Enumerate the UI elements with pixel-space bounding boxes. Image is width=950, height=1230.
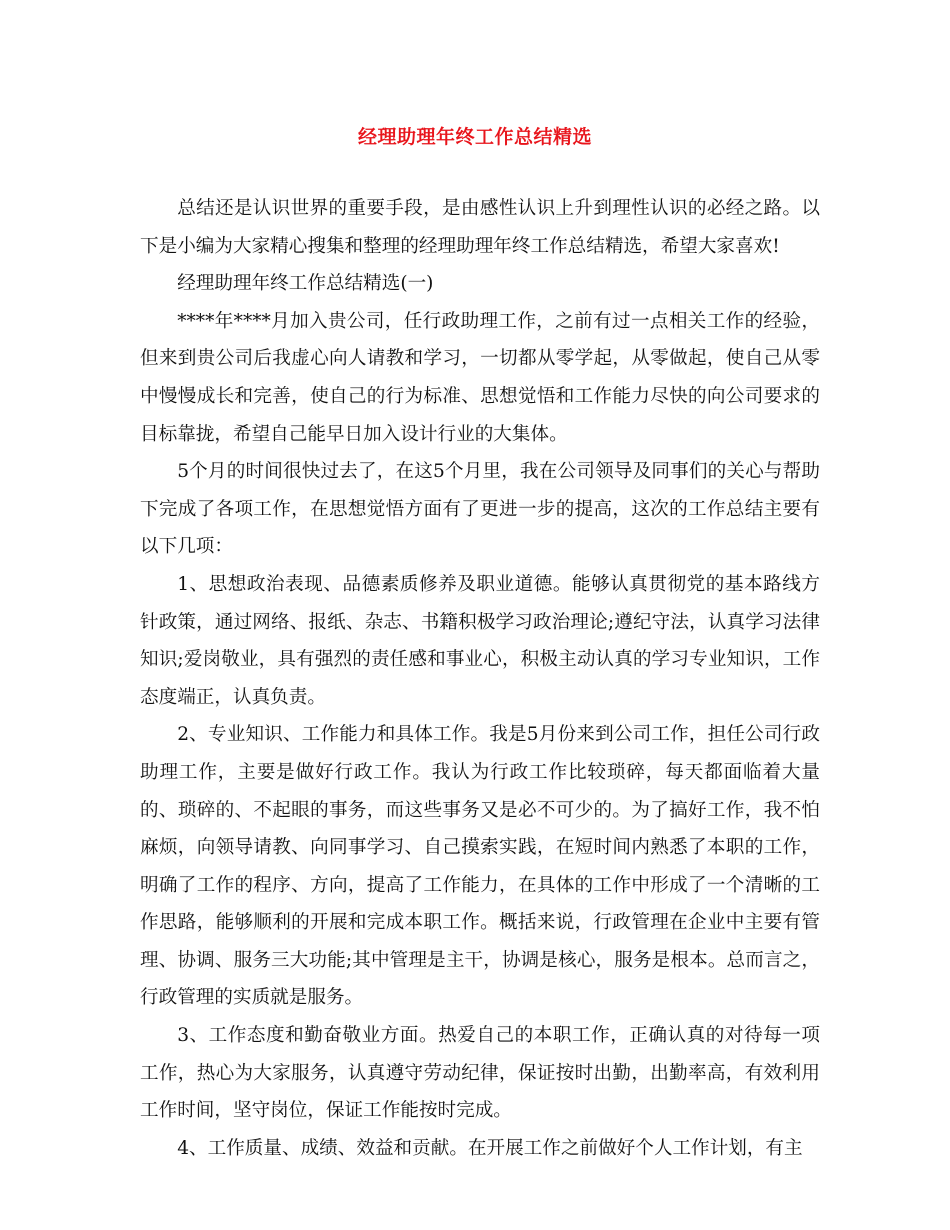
paragraph-item-2: 2、专业知识、工作能力和具体工作。我是5月份来到公司工作，担任公司行政助理工作，主要是做好行政工作。我认为行政工作比较琐碎，每天都面临着大量的、琐碎的、不起眼的事务，而这些事务又是必不可少的。为了搞好工作，我不怕麻烦，向领导请教、向同事学习、自己摸索实践，在短时间内熟悉了本职的工作，明确了工作的程序、方向，提高了工作能力，在具体的工作中形成了一个清晰的工作思路，能够顺利的开展和完成本职工作。概括来说，行政管理在企业中主要有管理、协调、服务三大功能;其中管理是主干，协调是核心，服务是根本。总而言之，行政管理的实质就是服务。 [140, 724, 820, 1009]
paragraph-joining: ****年****月加入贵公司，任行政助理工作，之前有过一点相关工作的经验，但来到贵公司后我虚心向人请教和学习，一切都从零学起，从零做起，使自己从零中慢慢成长和完善，使自己的行为标准、思想觉悟和工作能力尽快的向公司要求的目标靠拢，希望自己能早日加入设计行业的大集体。 [140, 310, 820, 445]
paragraph-subtitle: 经理助理年终工作总结精选(一) [177, 273, 434, 295]
document-body [140, 190, 820, 1167]
paragraph-five-months: 5个月的时间很快过去了，在这5个月里，我在公司领导及同事们的关心与帮助下完成了各项工作，在思想觉悟方面有了更进一步的提高，这次的工作总结主要有以下几项： [140, 461, 820, 558]
document-title: 经理助理年终工作总结精选 [357, 126, 592, 148]
paragraph-intro: 总结还是认识世界的重要手段，是由感性认识上升到理性认识的必经之路。以下是小编为大家精心搜集和整理的经理助理年终工作总结精选，希望大家喜欢! [140, 198, 820, 257]
paragraph-item-3: 3、工作态度和勤奋敬业方面。热爱自己的本职工作，正确认真的对待每一项工作，热心为大家服务，认真遵守劳动纪律，保证按时出勤，出勤率高，有效利用工作时间，坚守岗位，保证工作能按时完成。 [140, 1025, 820, 1122]
paragraph-item-4: 4、工作质量、成绩、效益和贡献。在开展工作之前做好个人工作计划，有主 [177, 1137, 803, 1159]
paragraph-item-1: 1、思想政治表现、品德素质修养及职业道德。能够认真贯彻党的基本路线方针政策，通过网络、报纸、杂志、书籍积极学习政治理论;遵纪守法，认真学习法律知识;爱岗敬业，具有强烈的责任感和事业心，积极主动认真的学习专业知识，工作态度端正，认真负责。 [140, 573, 820, 708]
